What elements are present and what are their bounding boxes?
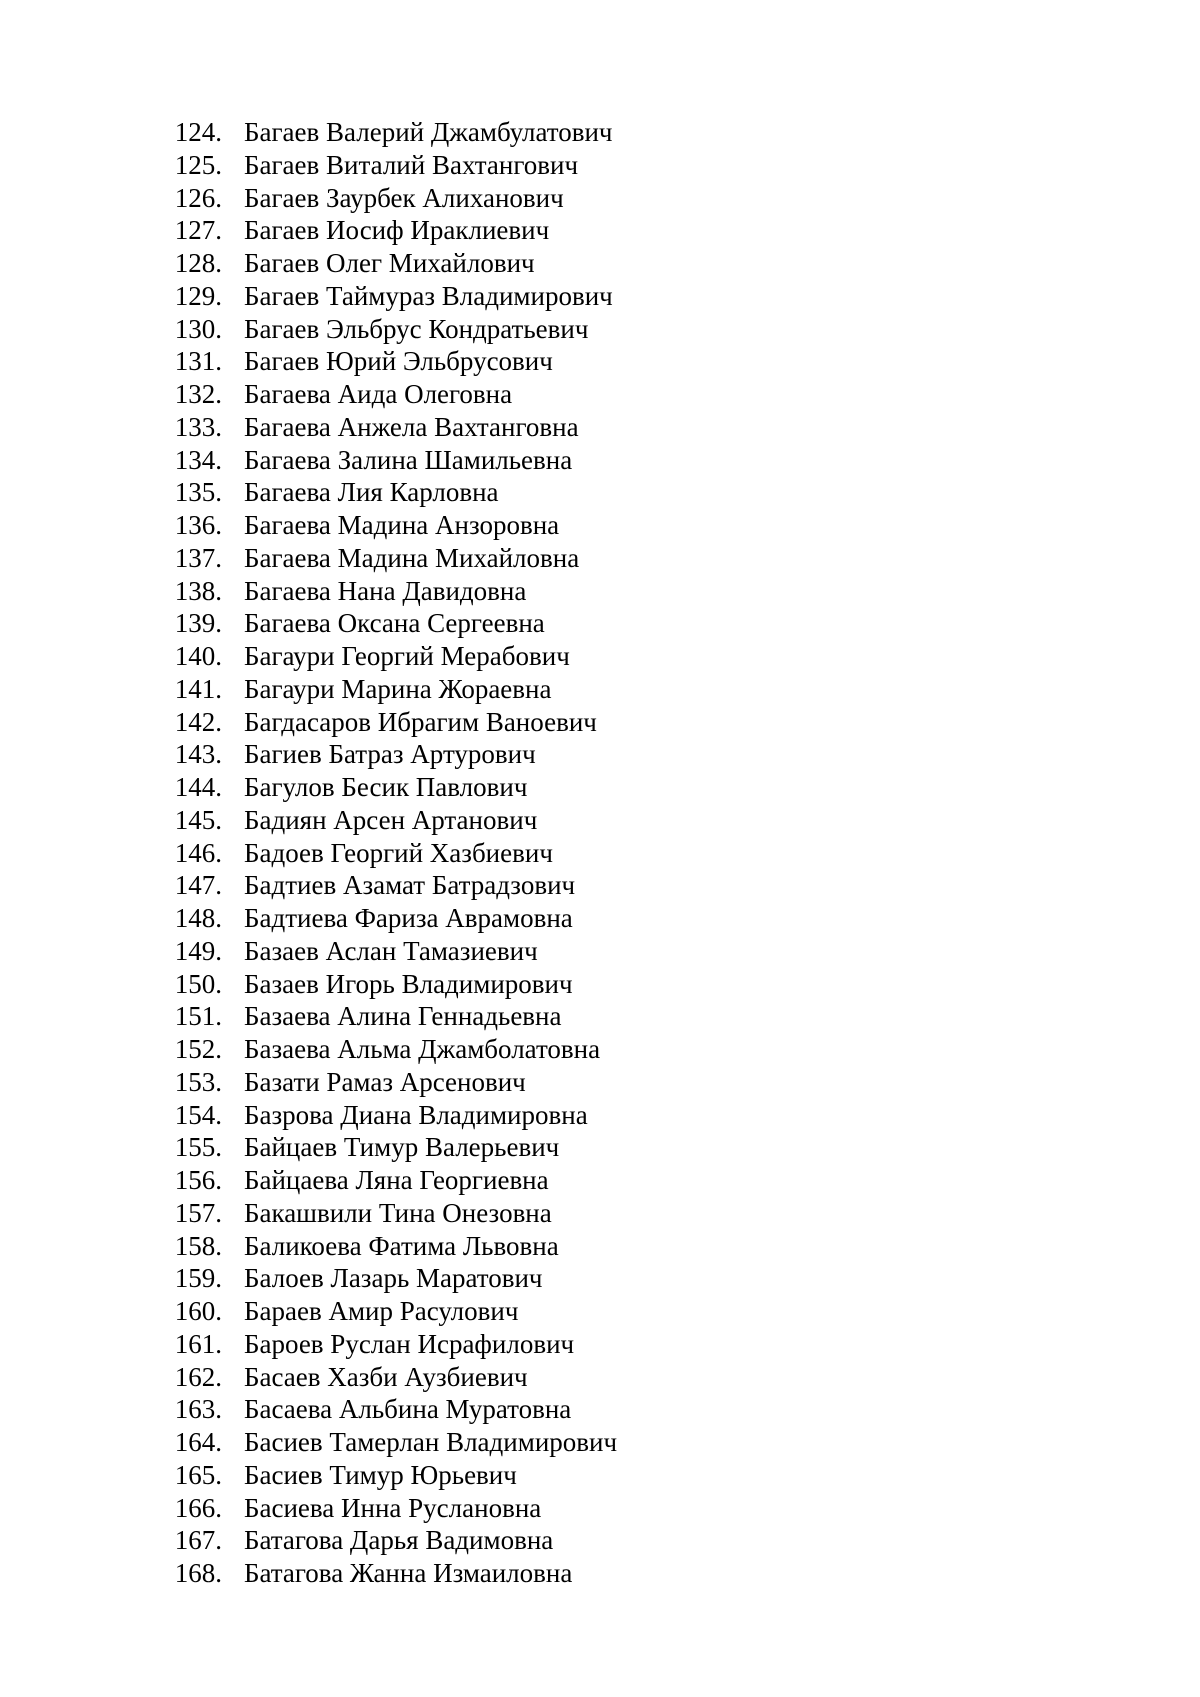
person-name: Бакашвили Тина Онезовна [244, 1197, 552, 1228]
list-item [0, 280, 1200, 313]
item-number: 124. [174, 117, 222, 147]
item-number: 153. [174, 1066, 222, 1097]
person-name: Багаева Мадина Анзоровна [244, 510, 560, 540]
item-number: 135. [174, 477, 222, 508]
person-name: Багаева Мадина Михайловна [244, 542, 580, 573]
person-name: Багдасаров Ибрагим Ваноевич [244, 706, 597, 737]
item-number: 140. [174, 641, 222, 671]
item-number: 164. [174, 1427, 222, 1457]
person-name: Багаев Виталий Вахтангович [244, 149, 579, 180]
list-item [0, 1459, 1200, 1492]
person-name: Бадоев Георгий Хазбиевич [244, 837, 553, 868]
person-name: Бадтиев Азамат Батрадзович [244, 870, 576, 901]
list-item [0, 542, 1200, 575]
person-name: Батагова Жанна Измаиловна [244, 1558, 573, 1588]
item-number: 147. [174, 870, 222, 901]
list-item [0, 1000, 1200, 1033]
person-name: Базрова Диана Владимировна [244, 1099, 588, 1130]
person-name: Багаури Георгий Мерабович [244, 641, 570, 671]
item-number: 129. [174, 280, 222, 311]
person-name: Бароев Руслан Исрафилович [244, 1328, 575, 1359]
item-number: 143. [174, 739, 222, 770]
item-number: 154. [174, 1099, 222, 1130]
item-number: 162. [174, 1361, 222, 1392]
list-item [0, 116, 1200, 149]
item-number: 141. [174, 673, 222, 704]
item-number: 146. [174, 837, 222, 868]
item-number: 131. [174, 346, 222, 377]
item-number: 133. [174, 411, 222, 442]
person-name: Басиев Тамерлан Владимирович [244, 1427, 618, 1457]
person-name: Багаев Юрий Эльбрусович [244, 346, 553, 377]
item-number: 137. [174, 542, 222, 573]
list-item [0, 1164, 1200, 1197]
list-item [0, 1328, 1200, 1361]
item-number: 134. [174, 444, 222, 475]
person-name: Базаев Игорь Владимирович [244, 968, 573, 999]
list-item [0, 214, 1200, 247]
person-name: Багаев Валерий Джамбулатович [244, 117, 613, 147]
person-name: Басаева Альбина Муратовна [244, 1394, 572, 1425]
list-item [0, 607, 1200, 640]
person-name: Бараев Амир Расулович [244, 1296, 519, 1326]
list-item [0, 182, 1200, 215]
person-name: Багаев Олег Михайлович [244, 248, 535, 278]
list-item [0, 1295, 1200, 1328]
person-name: Басаев Хазби Аузбиевич [244, 1361, 528, 1392]
person-name: Багаев Заурбек Алиханович [244, 182, 564, 213]
list-item [0, 1197, 1200, 1230]
list-item [0, 640, 1200, 673]
list-item [0, 1099, 1200, 1132]
list-item [0, 869, 1200, 902]
person-name: Багулов Бесик Павлович [244, 772, 528, 802]
item-number: 168. [174, 1558, 222, 1588]
item-number: 166. [174, 1492, 222, 1523]
list-item [0, 1033, 1200, 1066]
list-item [0, 968, 1200, 1001]
person-name: Басиева Инна Руслановна [244, 1492, 542, 1523]
person-name: Байцаева Ляна Георгиевна [244, 1165, 549, 1195]
person-name: Бадиян Арсен Артанович [244, 804, 538, 835]
item-number: 155. [174, 1132, 222, 1163]
item-number: 125. [174, 149, 222, 180]
item-number: 160. [174, 1296, 222, 1326]
person-name: Базаева Алина Геннадьевна [244, 1001, 562, 1032]
list-item [0, 1066, 1200, 1099]
item-number: 145. [174, 804, 222, 835]
list-item [0, 1230, 1200, 1263]
item-number: 159. [174, 1263, 222, 1294]
person-name: Багаев Иосиф Ираклиевич [244, 215, 550, 246]
item-number: 156. [174, 1165, 222, 1195]
item-number: 144. [174, 772, 222, 802]
list-item [0, 935, 1200, 968]
person-name: Багаев Эльбрус Кондратьевич [244, 313, 589, 344]
list-item [0, 411, 1200, 444]
item-number: 151. [174, 1001, 222, 1032]
person-name: Багаева Нана Давидовна [244, 575, 527, 606]
list-item [0, 509, 1200, 542]
person-name: Балоев Лазарь Маратович [244, 1263, 543, 1294]
item-number: 138. [174, 575, 222, 606]
item-number: 157. [174, 1197, 222, 1228]
item-number: 126. [174, 182, 222, 213]
person-name: Баликоева Фатима Львовна [244, 1230, 559, 1261]
list-item [0, 804, 1200, 837]
list-item [0, 673, 1200, 706]
list-item [0, 1361, 1200, 1394]
item-number: 130. [174, 313, 222, 344]
item-number: 139. [174, 608, 222, 639]
person-name: Багиев Батраз Артурович [244, 739, 536, 770]
item-number: 132. [174, 379, 222, 409]
list-item [0, 1393, 1200, 1426]
person-name: Базати Рамаз Арсенович [244, 1066, 526, 1097]
name-list [0, 116, 1200, 1590]
person-name: Базаева Альма Джамболатовна [244, 1034, 601, 1064]
person-name: Багаева Лия Карловна [244, 477, 499, 508]
item-number: 158. [174, 1230, 222, 1261]
person-name: Басиев Тимур Юрьевич [244, 1459, 517, 1490]
list-item [0, 706, 1200, 739]
list-item [0, 771, 1200, 804]
list-item [0, 1492, 1200, 1525]
list-item [0, 1426, 1200, 1459]
item-number: 128. [174, 248, 222, 278]
item-number: 136. [174, 510, 222, 540]
list-item [0, 1524, 1200, 1557]
item-number: 142. [174, 706, 222, 737]
list-item [0, 1262, 1200, 1295]
person-name: Багаева Оксана Сергеевна [244, 608, 545, 639]
item-number: 161. [174, 1328, 222, 1359]
list-item [0, 1131, 1200, 1164]
item-number: 165. [174, 1459, 222, 1490]
person-name: Батагова Дарья Вадимовна [244, 1525, 554, 1556]
list-item [0, 738, 1200, 771]
list-item [0, 345, 1200, 378]
person-name: Багаева Аида Олеговна [244, 379, 513, 409]
item-number: 148. [174, 903, 222, 933]
list-item [0, 149, 1200, 182]
item-number: 167. [174, 1525, 222, 1556]
item-number: 149. [174, 935, 222, 966]
list-item [0, 575, 1200, 608]
item-number: 152. [174, 1034, 222, 1064]
item-number: 127. [174, 215, 222, 246]
person-name: Багаева Анжела Вахтанговна [244, 411, 579, 442]
list-item [0, 837, 1200, 870]
list-item [0, 1557, 1200, 1590]
list-item [0, 444, 1200, 477]
list-item [0, 313, 1200, 346]
person-name: Багаури Марина Жораевна [244, 673, 552, 704]
list-item [0, 378, 1200, 411]
person-name: Багаев Таймураз Владимирович [244, 280, 613, 311]
item-number: 150. [174, 968, 222, 999]
item-number: 163. [174, 1394, 222, 1425]
person-name: Бадтиева Фариза Аврамовна [244, 903, 573, 933]
person-name: Байцаев Тимур Валерьевич [244, 1132, 560, 1163]
list-item [0, 247, 1200, 280]
list-item [0, 902, 1200, 935]
person-name: Багаева Залина Шамильевна [244, 444, 573, 475]
person-name: Базаев Аслан Тамазиевич [244, 935, 538, 966]
list-item [0, 476, 1200, 509]
